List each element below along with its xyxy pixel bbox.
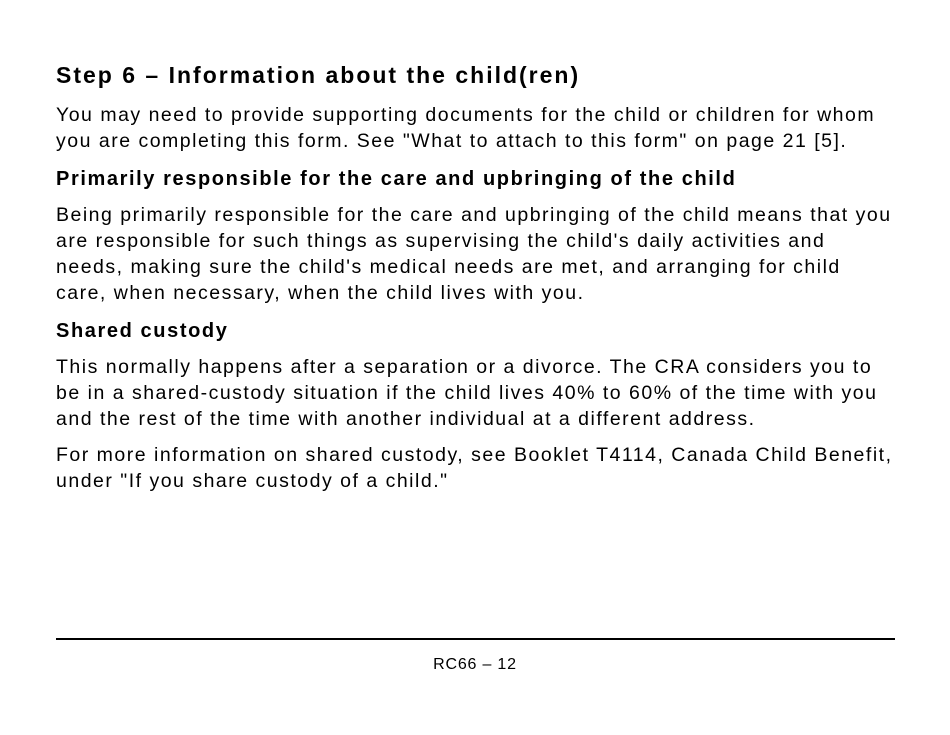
shared-custody-more-info: For more information on shared custody, see Booklet T4114, Canada Child Benefit, under "If you share custody of a child." bbox=[56, 444, 893, 492]
primary-responsibility-heading: Primarily responsible for the care and upbringing of the child bbox=[56, 168, 737, 190]
shared-custody-paragraph: This normally happens after a separation or a divorce. The CRA considers you to be in a shared-custody situation if the child lives 40% to 60% of the time with you and the rest of the time with another individual at a different address. bbox=[56, 356, 878, 430]
footer-divider bbox=[56, 638, 895, 640]
step-6-heading: Step 6 – Information about the child(ren) bbox=[56, 62, 581, 88]
shared-custody-heading: Shared custody bbox=[56, 320, 229, 342]
primary-responsibility-paragraph: Being primarily responsible for the care and upbringing of the child means that you are responsible for such things as supervising the child's daily activities and needs, making sure the child's medical needs are met, and arranging for child care, when necessary, when the child lives with you. bbox=[56, 204, 892, 304]
page-number: RC66 – 12 bbox=[433, 656, 517, 673]
document-body bbox=[56, 58, 896, 504]
intro-paragraph: You may need to provide supporting documents for the child or children for whom you are completing this form. See "What to attach to this form" on page 21 [5]. bbox=[56, 104, 876, 152]
